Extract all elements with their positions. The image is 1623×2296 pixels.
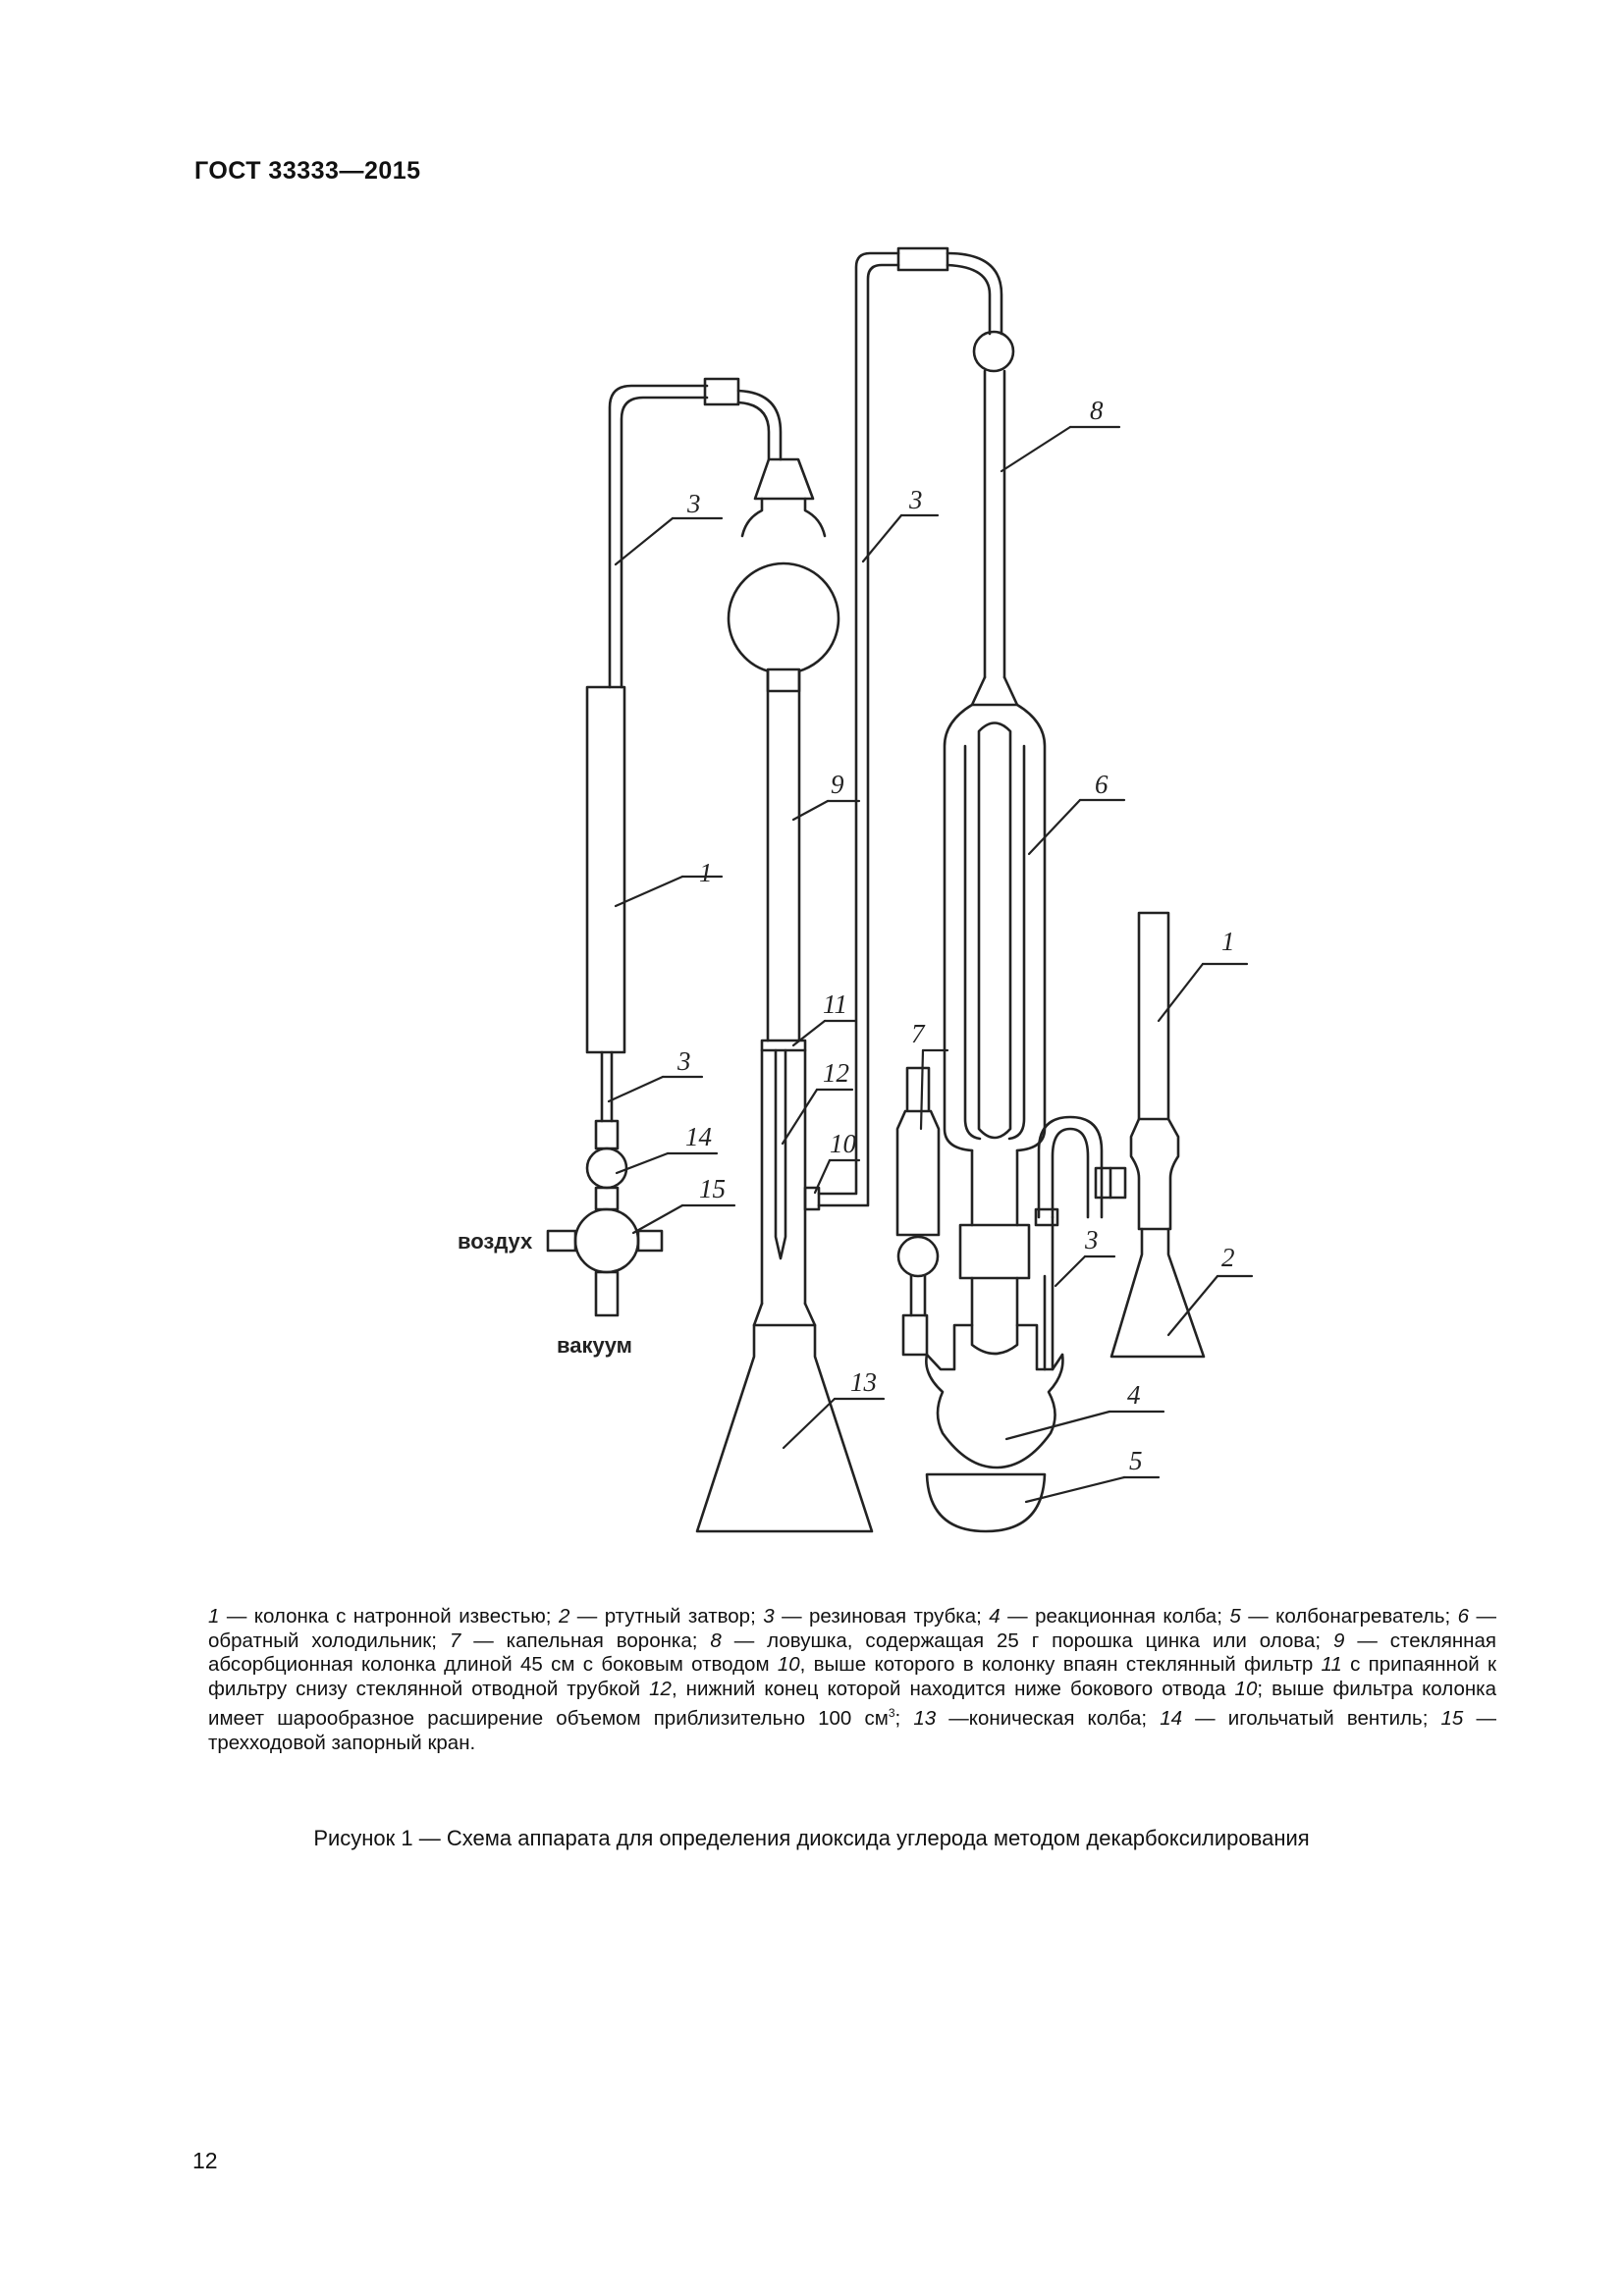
conical-flask bbox=[697, 1325, 872, 1531]
soda-lime-column bbox=[587, 687, 624, 1052]
u-tube-connection bbox=[1036, 1117, 1125, 1369]
callout-11: 11 bbox=[823, 989, 847, 1019]
callout-13: 13 bbox=[850, 1367, 877, 1397]
dropping-funnel bbox=[897, 1068, 939, 1355]
label-vacuum: вакуум bbox=[557, 1333, 632, 1358]
callout-4: 4 bbox=[1127, 1380, 1141, 1410]
reflux-condenser bbox=[945, 705, 1045, 1354]
callout-10: 10 bbox=[830, 1129, 856, 1158]
reaction-flask bbox=[926, 1325, 1062, 1468]
three-way-stopcock bbox=[548, 1209, 662, 1315]
page-number: 12 bbox=[192, 2148, 218, 2173]
heating-mantle bbox=[927, 1474, 1045, 1531]
callout-1-left: 1 bbox=[699, 858, 713, 887]
callout-2: 2 bbox=[1221, 1243, 1235, 1272]
callout-6: 6 bbox=[1095, 770, 1109, 799]
leader-lines bbox=[609, 427, 1252, 1502]
callout-12: 12 bbox=[823, 1058, 849, 1088]
callout-9: 9 bbox=[831, 770, 844, 799]
figure-title: Рисунок 1 — Схема аппарата для определения диоксида углерода методом декарбоксилирования bbox=[313, 1826, 1310, 1850]
callout-3-mid: 3 bbox=[677, 1046, 691, 1076]
callout-1-right: 1 bbox=[1221, 927, 1235, 956]
lower-rubber-tube bbox=[602, 1052, 612, 1121]
callout-5: 5 bbox=[1129, 1446, 1143, 1475]
left-rubber-tube bbox=[610, 386, 707, 687]
figure-legend: 1 — колонка с натронной известью; 2 — ртутный затвор; 3 — резиновая трубка; 4 — реакционная колба; 5 — колбонагреватель; 6 — обратный холодильник; 7 — капельная воронка; 8 — ловушка, содержащая 25 г порошка цинка или олова; 9 — стеклянная абсорбционная колонка длиной 45 см с боковым отводом 10, выше которого в колонку впаян стеклянный фильтр 11 с припаянной к фильтру снизу стеклянной отводной трубкой 12, нижний конец которой находится ниже бокового отвода 10; выше фильтра колонка имеет шарообразное расширение объемом приблизительно 100 $см^3$; 13 —коническая колба; 14 — игольчатый вентиль; 15 — трехходовой запорный кран. bbox=[208, 1605, 1497, 1754]
callout-7: 7 bbox=[911, 1019, 925, 1048]
document-header: ГОСТ 33333—2015 bbox=[194, 157, 421, 185]
needle-valve bbox=[587, 1121, 626, 1209]
zinc-trap bbox=[898, 248, 1017, 705]
callout-15: 15 bbox=[699, 1174, 726, 1203]
callout-14: 14 bbox=[685, 1122, 712, 1151]
callout-3-top: 3 bbox=[687, 489, 701, 518]
callout-3-right: 3 bbox=[909, 485, 923, 514]
callout-8: 8 bbox=[1090, 396, 1104, 425]
label-air: воздух bbox=[458, 1229, 533, 1254]
callout-3-low: 3 bbox=[1085, 1225, 1099, 1255]
